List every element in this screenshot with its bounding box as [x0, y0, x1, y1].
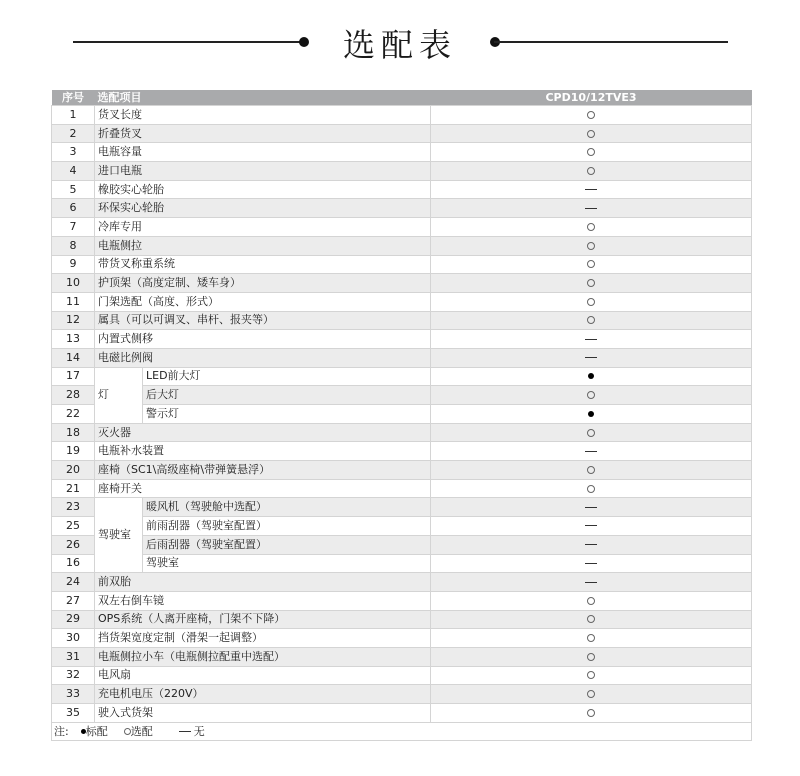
row-value: [431, 255, 752, 274]
row-value: [431, 162, 752, 181]
none-dash-icon: [585, 507, 597, 508]
table-row: [52, 629, 752, 648]
none-dash-icon: [585, 339, 597, 340]
row-number: 3: [52, 143, 95, 162]
row-item-name: 属具（可以可调叉、串杆、报夹等）: [95, 311, 431, 330]
row-value: [431, 405, 752, 424]
row-number: 25: [52, 517, 95, 536]
optional-circle-icon: [587, 148, 595, 156]
optional-circle-icon: [587, 298, 595, 306]
row-number: 35: [52, 704, 95, 723]
row-value: [431, 423, 752, 442]
none-dash-icon: [585, 582, 597, 583]
row-value: [431, 348, 752, 367]
header-no: 序号: [52, 90, 95, 106]
row-number: 7: [52, 218, 95, 237]
title-area: [0, 18, 800, 64]
row-number: 28: [52, 386, 95, 405]
row-number: 33: [52, 685, 95, 704]
row-item-name: 折叠货叉: [95, 124, 431, 143]
row-number: 4: [52, 162, 95, 181]
legend-prefix: 注:: [54, 724, 69, 738]
none-dash-icon: [585, 544, 597, 545]
standard-dot-icon: [588, 411, 594, 417]
row-number: 16: [52, 554, 95, 573]
table-row: [52, 461, 752, 480]
optional-circle-icon: [587, 634, 595, 642]
row-value: [431, 610, 752, 629]
none-dash-icon: [585, 525, 597, 526]
row-value: [431, 311, 752, 330]
options-table: [51, 90, 752, 741]
table-row: [52, 573, 752, 592]
row-value: [431, 704, 752, 723]
row-value: [431, 573, 752, 592]
optional-circle-icon: [587, 111, 595, 119]
row-item-name: 内置式侧移: [95, 330, 431, 349]
table-row: [52, 292, 752, 311]
row-item-name: 电瓶侧拉小车（电瓶侧拉配重中选配）: [95, 647, 431, 666]
page-title: 选配表: [342, 26, 457, 64]
row-number: 20: [52, 461, 95, 480]
row-number: 11: [52, 292, 95, 311]
header-model: CPD10/12TVE3: [431, 90, 752, 106]
row-item-name: 电瓶容量: [95, 143, 431, 162]
row-number: 22: [52, 405, 95, 424]
row-number: 9: [52, 255, 95, 274]
row-group-name: 灯: [95, 367, 143, 423]
none-dash-icon: [585, 357, 597, 358]
row-item-name: 环保实心轮胎: [95, 199, 431, 218]
optional-circle-icon: [587, 597, 595, 605]
table-row: [52, 479, 752, 498]
row-value: [431, 236, 752, 255]
optional-circle-icon: [587, 671, 595, 679]
table-row: [52, 348, 752, 367]
row-value: [431, 554, 752, 573]
row-item-name: 双左右倒车镜: [95, 591, 431, 610]
table-row: [52, 311, 752, 330]
row-item-name: 驶入式货架: [95, 704, 431, 723]
title-line-right: [494, 41, 728, 43]
row-sub-item-name: 后雨刮器（驾驶室配置）: [143, 535, 431, 554]
table-row: [52, 685, 752, 704]
none-dash-icon: [585, 208, 597, 209]
optional-circle-icon: [587, 485, 595, 493]
optional-circle-icon: [587, 391, 595, 399]
optional-circle-icon: [587, 709, 595, 717]
row-number: 2: [52, 124, 95, 143]
row-value: [431, 386, 752, 405]
table-row: [52, 367, 752, 386]
table-row: [52, 124, 752, 143]
none-dash-icon: [179, 731, 191, 732]
none-dash-icon: [585, 451, 597, 452]
row-value: [431, 442, 752, 461]
row-number: 31: [52, 647, 95, 666]
row-value: [431, 666, 752, 685]
optional-circle-icon: [587, 615, 595, 623]
row-sub-item-name: 驾驶室: [143, 554, 431, 573]
row-value: [431, 143, 752, 162]
row-sub-item-name: 警示灯: [143, 405, 431, 424]
row-value: [431, 218, 752, 237]
row-value: [431, 330, 752, 349]
legend-standard: 标配: [85, 724, 108, 738]
table-body: [52, 106, 752, 741]
optional-circle-icon: [587, 466, 595, 474]
table-row: [52, 386, 752, 405]
row-item-name: 座椅（SC1\高级座椅\带弹簧悬浮）: [95, 461, 431, 480]
options-table-wrap: [51, 90, 751, 741]
table-row: [52, 423, 752, 442]
table-row: [52, 106, 752, 125]
optional-circle-icon: [587, 653, 595, 661]
row-item-name: 挡货架宽度定制（滑架一起调整）: [95, 629, 431, 648]
row-sub-item-name: 前雨刮器（驾驶室配置）: [143, 517, 431, 536]
row-value: [431, 180, 752, 199]
row-value: [431, 274, 752, 293]
table-header-row: [52, 90, 752, 106]
row-value: [431, 106, 752, 125]
row-item-name: 前双胎: [95, 573, 431, 592]
row-group-name: 驾驶室: [95, 498, 143, 573]
row-value: [431, 517, 752, 536]
row-item-name: 座椅开关: [95, 479, 431, 498]
row-value: [431, 685, 752, 704]
row-item-name: 电磁比例阀: [95, 348, 431, 367]
none-dash-icon: [585, 563, 597, 564]
row-number: 23: [52, 498, 95, 517]
row-sub-item-name: LED前大灯: [143, 367, 431, 386]
optional-circle-icon: [124, 728, 131, 735]
optional-circle-icon: [587, 260, 595, 268]
row-value: [431, 591, 752, 610]
row-item-name: 充电机电压（220V）: [95, 685, 431, 704]
optional-circle-icon: [587, 130, 595, 138]
row-value: [431, 124, 752, 143]
legend-optional: 选配: [130, 724, 153, 738]
row-sub-item-name: 后大灯: [143, 386, 431, 405]
row-item-name: 冷库专用: [95, 218, 431, 237]
row-number: 21: [52, 479, 95, 498]
table-row: [52, 554, 752, 573]
row-number: 8: [52, 236, 95, 255]
row-sub-item-name: 暖风机（驾驶舱中选配）: [143, 498, 431, 517]
optional-circle-icon: [587, 429, 595, 437]
optional-circle-icon: [587, 279, 595, 287]
row-value: [431, 535, 752, 554]
row-value: [431, 647, 752, 666]
table-row: [52, 143, 752, 162]
row-item-name: 货叉长度: [95, 106, 431, 125]
table-row: [52, 442, 752, 461]
table-row: [52, 535, 752, 554]
row-number: 24: [52, 573, 95, 592]
legend: [52, 722, 752, 741]
row-value: [431, 199, 752, 218]
row-number: 27: [52, 591, 95, 610]
row-number: 30: [52, 629, 95, 648]
row-item-name: 橡胶实心轮胎: [95, 180, 431, 199]
none-dash-icon: [585, 189, 597, 190]
table-row: [52, 236, 752, 255]
row-number: 1: [52, 106, 95, 125]
row-item-name: 电风扇: [95, 666, 431, 685]
row-number: 18: [52, 423, 95, 442]
row-value: [431, 367, 752, 386]
row-item-name: 护顶架（高度定制、矮车身）: [95, 274, 431, 293]
row-item-name: 灭火器: [95, 423, 431, 442]
row-number: 10: [52, 274, 95, 293]
row-number: 29: [52, 610, 95, 629]
row-item-name: 电瓶补水装置: [95, 442, 431, 461]
optional-circle-icon: [587, 223, 595, 231]
table-row: [52, 162, 752, 181]
row-number: 5: [52, 180, 95, 199]
standard-dot-icon: [81, 729, 86, 734]
row-item-name: OPS系统（人离开座椅，门架不下降）: [95, 610, 431, 629]
table-row: [52, 330, 752, 349]
row-item-name: 进口电瓶: [95, 162, 431, 181]
row-item-name: 电瓶侧拉: [95, 236, 431, 255]
row-number: 26: [52, 535, 95, 554]
row-value: [431, 292, 752, 311]
table-row: [52, 666, 752, 685]
row-number: 32: [52, 666, 95, 685]
row-value: [431, 479, 752, 498]
row-number: 12: [52, 311, 95, 330]
standard-dot-icon: [588, 373, 594, 379]
row-item-name: 门架选配（高度、形式）: [95, 292, 431, 311]
row-number: 17: [52, 367, 95, 386]
row-number: 6: [52, 199, 95, 218]
row-value: [431, 461, 752, 480]
table-row: [52, 218, 752, 237]
table-row: [52, 591, 752, 610]
row-number: 13: [52, 330, 95, 349]
table-row: [52, 274, 752, 293]
row-value: [431, 498, 752, 517]
row-value: [431, 629, 752, 648]
row-item-name: 带货叉称重系统: [95, 255, 431, 274]
header-item: 选配项目: [95, 90, 431, 106]
legend-none: 无: [193, 724, 205, 738]
table-row: [52, 704, 752, 723]
table-row: [52, 255, 752, 274]
table-row: [52, 180, 752, 199]
table-row: [52, 405, 752, 424]
optional-circle-icon: [587, 316, 595, 324]
table-row: [52, 517, 752, 536]
row-number: 19: [52, 442, 95, 461]
table-row: [52, 647, 752, 666]
table-row: [52, 199, 752, 218]
optional-circle-icon: [587, 690, 595, 698]
legend-row: [52, 722, 752, 741]
table-row: [52, 498, 752, 517]
optional-circle-icon: [587, 167, 595, 175]
optional-circle-icon: [587, 242, 595, 250]
row-number: 14: [52, 348, 95, 367]
table-row: [52, 610, 752, 629]
